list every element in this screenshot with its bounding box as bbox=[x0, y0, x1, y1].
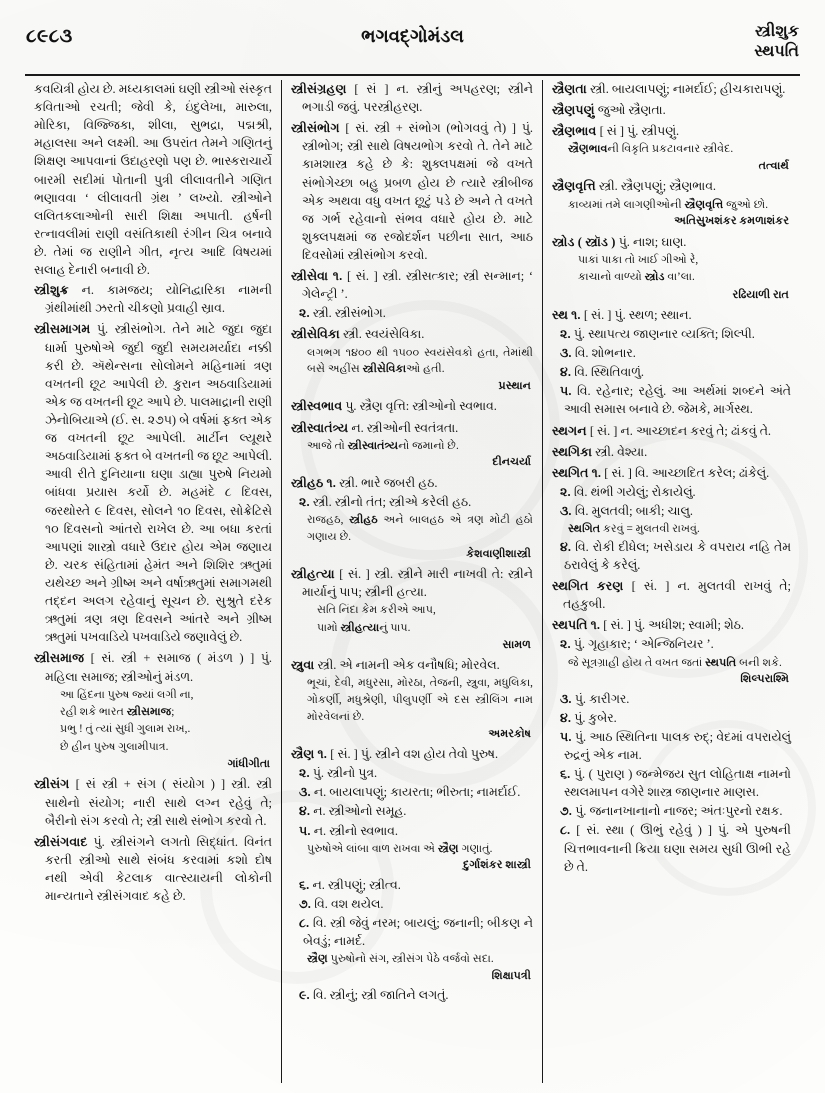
entry-sense: ૬. પું. ( પુરાણ ) જન્મેજય સુત લોહિતાક્ષ નામનો સ્થલમાપન વગેરે શાસ્ત્ર જાણનાર માણસ. bbox=[559, 767, 791, 800]
entry-sense: ૨. સ્ત્રી. સ્ત્રીસંભોગ. bbox=[299, 306, 386, 321]
dictionary-entry bbox=[291, 80, 533, 116]
entry-citation: લગભગ ૧૪૦૦ થી ૧૫૦૦ સ્વયંસેવકો હતા, તેમાંથી બસે અહીંસ સ્ત્રીસેવિકાઓ હતી. bbox=[307, 346, 533, 376]
guide-word-last: સ્થપતિ bbox=[754, 43, 799, 60]
citation-source: સામળ bbox=[502, 638, 531, 651]
entry-citation: સ્ત્રૈણભાવની વિકૃતિ પ્રકટાવનાર સ્ત્રીવેદ. bbox=[567, 143, 734, 156]
dictionary-entry bbox=[291, 474, 533, 562]
dictionary-entry bbox=[34, 775, 272, 829]
entry-headword: સ્ત્રીસંગવાદ bbox=[34, 834, 88, 849]
dictionary-entry bbox=[34, 649, 272, 772]
guide-words bbox=[754, 22, 799, 62]
dictionary-entry bbox=[552, 616, 791, 875]
citation-source: ગાંધીગીતા bbox=[227, 758, 270, 771]
entry-headword: સ્ત્રુવા bbox=[291, 658, 315, 673]
entry-definition: સ્ત્રુવા સ્ત્રી. એ નામની એક વનૌષધિ; મોરવેલ. bbox=[291, 658, 500, 673]
entry-definition: સ્ત્રોડ ( સ્ત્રૉડ ) પું. નાશ; ઘાણ. bbox=[551, 234, 687, 249]
entry-definition: સ્ત્રીહત્યા [ સં. ] સ્ત્રી. સ્ત્રીને મારી નાખવી તે: સ્ત્રીને માર્યાનું પાપ; સ્ત્રીની હત્યા. bbox=[291, 566, 533, 600]
entry-definition: સ્ત્રૈણતા સ્ત્રી. બાયલાપણું; નામર્દાઈ; હીચકારાપણું. bbox=[551, 82, 786, 96]
entry-citation: પુરુષોએ લાંબા વાળ રાખવા એ સ્ત્રૈણ ગણાતું. bbox=[307, 842, 493, 855]
verse-line: પ્રભુ ! તું ત્યાં સુધી ગુલામ રાખ,. bbox=[60, 723, 191, 736]
dictionary-entry bbox=[291, 325, 533, 394]
entry-headword: સ્થપતિ bbox=[551, 618, 588, 633]
entry-sense: ૬. ન. સ્ત્રીપણું; સ્ત્રીત્વ. bbox=[299, 877, 401, 892]
verse-line: રહી શકે ભારત સ્ત્રીસમાજ; bbox=[60, 705, 175, 718]
verse-line: પાકાં પાકા તો ખાઈ ગીઓ રે, bbox=[577, 253, 699, 266]
dictionary-entry bbox=[291, 119, 533, 264]
entry-headword: સ્ત્રીસંગ bbox=[34, 777, 70, 792]
entry-sense: ૨. પું. સ્ત્રીનો પુત્ર. bbox=[299, 766, 378, 781]
dictionary-entry bbox=[552, 122, 791, 174]
entry-sense: ૩. ન. બાયલાપણું; કાયરતા; ભીરુતા; નામર્દાઈ. bbox=[299, 785, 521, 800]
entry-headword: સ્ત્રૈણવૃત્તિ bbox=[551, 179, 596, 194]
entry-definition: સ્ત્રૈણપણું જુઓ સ્ત્રૈણતા. bbox=[551, 103, 666, 118]
dictionary-entry bbox=[552, 80, 791, 98]
entry-definition: સ્ત્રીશુક્ર ન. કામજય; યોનિદ્વારિકા નામની ગ્રંથીમાંથી ઝરતો ચીકણો પ્રવાહી સ્રાવ. bbox=[34, 283, 272, 316]
dictionary-entry bbox=[552, 464, 791, 574]
dictionary-entry bbox=[291, 565, 533, 653]
citation-source: અમરકોષ bbox=[488, 727, 531, 740]
entry-sense: ૩. વિ. શોભનાર. bbox=[559, 346, 636, 361]
entry-sense: ૪. પું. કુબેર. bbox=[559, 710, 617, 725]
dictionary-entry bbox=[291, 745, 533, 1004]
entry-citation: સ્ત્રૈણ પુરુષોનો સંગ, સ્ત્રીસંગ પેઠે વર્જવો સદા. bbox=[307, 953, 494, 966]
entry-citation: આજે તો સ્ત્રીસ્વાતંત્ર્યનો જમાનો છે. bbox=[307, 439, 459, 452]
dictionary-entry bbox=[552, 177, 791, 229]
citation-source: કેશવાણીશાસ્ત્રી bbox=[466, 547, 531, 560]
entry-sense: ૮. [ સં. સ્થા ( ઊભું રહેવું ) ] પું. એ પુરુષની ચિત્તભાવનાની ક્રિયા ઘણા સમય સુધી ઊભી રહે છે તે. bbox=[559, 823, 791, 874]
entry-headword: સ્થગિત bbox=[551, 465, 589, 480]
dictionary-entry bbox=[552, 306, 791, 419]
dictionary-entry bbox=[552, 422, 791, 440]
dictionary-entry bbox=[552, 233, 791, 303]
entry-verse bbox=[552, 252, 791, 287]
verse-line: કાચાનો વાળ્યો સ્ત્રોડ વા’લા. bbox=[577, 271, 695, 284]
entry-sense: ૮. વિ. સ્ત્રી જેવું નરમ; બાયલું; જનાની; બીકણ ને બેવડું; નામર્દ. bbox=[299, 916, 533, 949]
entry-definition: સ્ત્રીસંગ [ સં સ્ત્રી + સંગ ( સંયોગ ) ] સ્ત્રી. સ્ત્રી સાથેનો સંયોગ; નારી સાથે લગ્ન રહેવું તે; બૈરીનો સંગ કરવો તે; સ્ત્રી સાથે સંભોગ કરવો તે. bbox=[34, 777, 273, 828]
dictionary-entry bbox=[34, 833, 272, 905]
entry-headword: સ્ત્રીહઠ bbox=[291, 475, 324, 490]
entry-headword: સ્ત્રીહત્યા bbox=[291, 566, 335, 581]
dictionary-entry bbox=[291, 419, 533, 471]
entry-citation: કાવ્યમાં તમે લાગણીઓની સ્ત્રૈણવૃત્તિ જુઓ છો. bbox=[567, 198, 768, 211]
entry-sense: ૨. પું. ગૃહાકાર; ‘ એન્જિનિયર ’. bbox=[559, 637, 714, 652]
citation-source: રઢિયાળી રાત bbox=[732, 288, 789, 301]
entry-headword: સ્ત્રૈણતા bbox=[551, 82, 587, 96]
entry-citation: રાજહઠ, સ્ત્રીહઠ અને બાલહઠ એ ત્રણ મોટી હઠો ગણાય છે. bbox=[307, 514, 533, 543]
entry-sense: ૨. વિ. થંભી ગયેલું; રોકાયેલું. bbox=[559, 484, 696, 499]
entry-sense: ૨. પું. સ્થાપત્ય જાણનાર વ્યક્તિ; શિલ્પી. bbox=[559, 327, 755, 341]
entry-definition: સ્ત્રીસમાજ [ સં. સ્ત્રી + સમાજ ( મંડળ ) ] પું. મહિલા સમાજ; સ્ત્રીઓનું મંડળ. bbox=[34, 651, 272, 684]
entry-headword: સ્થ bbox=[551, 307, 569, 322]
entry-sense: ૪. ન. સ્ત્રીઓનો સમૂહ. bbox=[299, 804, 407, 819]
entry-headword: સ્ત્રીસંગ્રહણ bbox=[291, 82, 347, 96]
entry-definition: સ્થગન [ સં. ] ન. આચ્છાદન કરવું તે; ઢાંકવું તે. bbox=[551, 423, 772, 438]
entry-definition: સ્ત્રીસ્વભાવ પુ. સ્ત્રૈણ વૃત્તિ: સ્ત્રીઓનો સ્વભાવ. bbox=[291, 399, 497, 414]
entry-sense: ૨. સ્ત્રી. સ્ત્રીનો તંત; સ્ત્રીએ કરેલી હઠ. bbox=[299, 494, 472, 509]
entry-headword: સ્ત્રીસંભોગ bbox=[291, 121, 340, 136]
entry-headword: સ્ત્રોડ ( સ્ત્રૉડ ) bbox=[551, 234, 616, 249]
dictionary-entry bbox=[552, 577, 791, 613]
entry-headword: સ્ત્રૈણપણું bbox=[551, 103, 595, 118]
entry-sense: ૭. પું. જનાનખાનાનો નાજર; અંતઃપુરનો રક્ષક. bbox=[559, 804, 783, 819]
dictionary-entry bbox=[291, 656, 533, 742]
entry-definition: સ્ત્રીસેવા ૧. [ સં. ] સ્ત્રી. સ્ત્રીસત્કાર; સ્ત્રી સન્માન; ‘ ગેલેન્ટ્રી ’. bbox=[291, 269, 533, 302]
entry-sense: ૩. પું. કારીગર. bbox=[559, 691, 630, 706]
entry-citation: જે સૂત્રગ્રાહી હોય તે વખત જતાં સ્થપતિ બની શકે. bbox=[567, 656, 782, 669]
book-title: ભગવદ્ગોમંડલ bbox=[361, 26, 464, 46]
entry-headword: સ્ત્રીસ્વભાવ bbox=[291, 399, 343, 414]
entry-definition: સ્ત્રીહઠ ૧. સ્ત્રી. ભારે જબરી હઠ. bbox=[291, 475, 438, 490]
entry-definition: સ્ત્રીસેવિકા સ્ત્રી. સ્વયંસેવિકા. bbox=[291, 327, 425, 342]
entry-definition: સ્ત્રૈણવૃત્તિ સ્ત્રી. સ્ત્રૈણપણું; સ્ત્રૈણભાવ. bbox=[551, 179, 717, 194]
dictionary-entry bbox=[291, 397, 533, 415]
entry-definition: સ્થગિત કરણ [ સં. ] ન. મુલતવી રાખવું તે; તહકુબી. bbox=[551, 579, 791, 612]
entry-headword: સ્ત્રીસમાજ bbox=[34, 651, 85, 666]
entry-definition: સ્ત્રીસ્વાતંત્ર્ય ન. સ્ત્રીઓની સ્વતંત્રતા. bbox=[291, 420, 459, 435]
entry-definition: સ્થગિત ૧. [ સં. ] વિ. આચ્છાદિત કરેલ; ઢાંકેલું. bbox=[551, 465, 770, 480]
entry-sense: ૭. વિ. વશ થયેલ. bbox=[299, 896, 384, 911]
verse-line: સતિ નિંદા કેમ કરીએ આપ, bbox=[317, 604, 436, 617]
guide-word-first: સ્ત્રીશુક bbox=[755, 23, 799, 40]
entry-definition: સ્થ ૧. [ સં. ] પું. સ્થળ; સ્થાન. bbox=[551, 307, 692, 322]
entry-definition: સ્ત્રીસંગ્રહણ [ સં ] ન. સ્ત્રીનું અપહરણ; સ્ત્રીને ભગાડી જવું. પરસ્ત્રીહરણ. bbox=[291, 82, 533, 115]
page-number: ૮૯૮૩ bbox=[26, 26, 73, 47]
entry-verse bbox=[291, 602, 533, 637]
dictionary-column-1 bbox=[25, 80, 282, 1083]
entry-headword: સ્થગિકા bbox=[551, 444, 593, 459]
entry-sense: ૫. પું. આઠ સ્થિતિના પાલક રુદ્; વેદમાં વપરાયેલું રુદ્રનું એક નામ. bbox=[559, 729, 791, 763]
carryover-paragraph: કવયિત્રી હોય છે. મધ્યકાલમાં ઘણી સ્ત્રીઓ સંસ્કૃત કવિતાઓ રચતી; જેવી કે, ઇંદુલેખા, મારુલા, મોરિકા, વિજ્જિકા, શીલા, સુભદ્રા, પદ્મશ્રી, મહાલસા અને લક્ષ્મી. આ ઉપરાંત તેમને ગણિતનું શિક્ષણ આપવાનાં ઉદાહરણો પણ છે. ભાસ્કરાચાર્યે બારમી સદીમાં પોતાની પુત્રી લીલાવતીને ગણિત ભણાવવા ‘ લીલાવતી ગ્રંથ ’ લખ્યો. સ્ત્રીઓને લલિતકલાઓની સારી શિક્ષા અપાતી. હર્ષની રત્નાવલીમાં રાણી વસંતિકાથી રંગીન ચિત્ર બનાવે છે. તેમાં જ રાણીને ગીત, નૃત્ય આદિ વિષયમાં સલાહ દેનારી બનાવી છે. bbox=[34, 82, 272, 278]
entry-headword: સ્ત્રીસમાગમ bbox=[34, 322, 91, 337]
verse-line: પામો સ્ત્રીહત્યાનું પાપ. bbox=[317, 621, 411, 634]
citation-source: પ્રસ્થાન bbox=[498, 380, 531, 393]
entry-headword: સ્થગિત કરણ bbox=[551, 579, 624, 594]
entry-definition: સ્ત્રૈણભાવ [ સં ] પું. સ્ત્રીપણું. bbox=[551, 124, 680, 139]
citation-source: અતિસુખશંકર કમળાશંકર bbox=[674, 215, 789, 228]
dictionary-entry bbox=[34, 281, 272, 317]
entry-headword: સ્થગન bbox=[551, 423, 587, 438]
citation-source: દીનચર્યા bbox=[492, 456, 531, 469]
entry-sense: ૩. વિ. મુલતવી; બાકી; ચાલુ. bbox=[559, 503, 693, 518]
verse-line: છે હીન પુરુષ ગુલામીપાત્ર. bbox=[60, 740, 169, 753]
header-rule bbox=[25, 74, 800, 76]
entry-headword: સ્ત્રીસેવિકા bbox=[291, 327, 340, 342]
entry-definition: સ્થગિકા સ્ત્રી. વેશ્યા. bbox=[551, 444, 648, 459]
column-container bbox=[25, 80, 800, 1083]
entry-sense: ૯. વિ. સ્ત્રીનું; સ્ત્રી જાતિને લગતું. bbox=[299, 988, 449, 1003]
dictionary-entry bbox=[34, 320, 272, 646]
citation-source: શિલ્પરાશ્મિ bbox=[740, 673, 789, 686]
entry-headword: સ્ત્રીશુક્ર bbox=[34, 283, 69, 298]
dictionary-entry bbox=[291, 267, 533, 322]
entry-verse bbox=[34, 687, 272, 756]
dictionary-column-2 bbox=[282, 80, 543, 1083]
entry-sense: ૪. વિ. સ્થિતિવાળું. bbox=[559, 365, 644, 380]
entry-headword: સ્ત્રીસ્વાતંત્ર્ય bbox=[291, 420, 349, 435]
citation-source: દુર્ગાશંકર શાસ્ત્રી bbox=[463, 859, 531, 872]
entry-definition: સ્ત્રીસંગવાદ પું. સ્ત્રીસંગને લગતો સિદ્ધાંત. વિનંત કરતી સ્ત્રીઓ સાથે સંબંધ કરવામાં કશો દોષ નથી એવી કેટલાક વાત્સ્યાયની લોકોની માન્યતાને સ્ત્રીસંગવાદ કહે છે. bbox=[34, 834, 272, 904]
dictionary-column-3 bbox=[543, 80, 800, 1083]
entry-definition: સ્થપતિ ૧. [ સં. ] પું. અધીશ; સ્વામી; શેઠ. bbox=[551, 618, 744, 633]
entry-sense: ૫. વિ. રહેનાર; રહેલું. આ અર્થમાં શબ્દને અંતે આવી સમાસ બનાવે છે. જેમકે, માર્ગસ્થ. bbox=[559, 384, 791, 417]
citation-source: શિક્ષાપત્રી bbox=[491, 970, 531, 983]
entry-definition: સ્ત્રીસમાગમ પું. સ્ત્રીસંભોગ. તેને માટે જુદા જુદા ધાર્મા પુરુષોએ જુદી જુદી સમયમર્યાદા નક્કી કરી છે. ઍથેન્સના સોલોમને મહિનામાં ત્રણ વખતની છૂટ આપેલી છે. કુરાન અઠવાડિયામાં એક જ વખતની છૂટ આપે છે. પાલમાદ્રાની રાણી ઝેનોબિયાએ (ઈ. સ. ૨૭૫) બે વર્ષમાં ફક્ત એક જ વખતની છૂટ આપેલી. માર્ટીન લ્યૂથરે અઠવાડિયામાં ફક્ત બે વખતની જ છૂટ આપેલી. આવી રીતે દુનિયાના ઘણા ડાહ્યા પુરુષે નિયમો બાંધવા પ્રયાસ કર્યો છે. મહમંદે ૮ દિવસ, જરથોસ્તે ૯ દિવસ, સોલને ૧૦ દિવસ, સોક્રેટિસે ૧૦ દિવસનો આંતરો રાખેલ છે. આ બધા કરતાં આપણાં શાસ્ત્રો વધારે ઉદાર હોય એમ જણાય છે. ચરક સંહિતામાં હેમંત અને શિશિર ઋતુમાં યથેચ્છ અને ગ્રીષ્મ અને વર્ષાઋતુમાં સમાગમથી તદ્દન અલગ રહેવાનું સૂચન છે. સુશ્રુતે દરેક ઋતુમાં ત્રણ ત્રણ દિવસને આંતરે અને ગ્રીષ્મ ઋતુમાં પખવાડિયે પખવાડિયે જણાવેલું છે. bbox=[34, 322, 272, 645]
running-head bbox=[0, 22, 825, 74]
entry-headword: સ્ત્રૈણ bbox=[291, 747, 315, 762]
entry-definition: સ્ત્રૈણ ૧. [ સં. ] પું. સ્ત્રીને વશ હોય તેવો પુરુષ. bbox=[291, 747, 499, 762]
entry-citation: સ્થગિત કરવું = મુલતવી રાખવું. bbox=[567, 523, 700, 536]
citation-source: તત્વાર્થ bbox=[758, 160, 789, 173]
entry-headword: સ્ત્રૈણભાવ bbox=[551, 124, 597, 139]
entry-definition: સ્ત્રીસંભોગ [ સં. સ્ત્રી + સંભોગ (ભોગવવું તે) ] પું. સ્ત્રીભોગ; સ્ત્રી સાથે વિષયભોગ કરવો તે. તેને માટે કામશાસ્ત્ર કહે છે કે: શુક્લપક્ષમાં જે વખતે સંભોગેચ્છા બહુ પ્રબળ હોય છે ત્યારે સ્ત્રીબીજ એક અથવા વધુ વખત છૂટું પડે છે અને તે વખતે જ ગર્ભ રહેવાનો સંભવ વધારે હોય છે. માટે શુક્લપક્ષમાં જ રજોદર્શન પછીના સાત, આઠ દિવસોમાં સ્ત્રીસંભોગ કરવો. bbox=[291, 121, 533, 262]
verse-line: આ હિંદના પુરુષ જ્યાં લગી ના, bbox=[60, 688, 194, 701]
entry-headword: સ્ત્રીસેવા bbox=[291, 269, 329, 284]
dictionary-entry bbox=[552, 101, 791, 119]
dictionary-entry bbox=[552, 443, 791, 461]
entry-citation: ભૂચાં, દેવી, મધુરસા, મોરઠા, તેજની, સ્ત્રુવા, મધુલિકા, ગોકર્ણી, મધુશ્રેણી, પીલુપર્ણી એ દસ સ્ત્રીલિંગ નામ મોરવેલનાં છે. bbox=[307, 677, 533, 723]
entry-sense: ૫. ન. સ્ત્રીનો સ્વભાવ. bbox=[299, 823, 398, 838]
entry-sense: ૪. વિ. રોકી દીધેલ; ખસેડાય કે વપરાય નહિ તેમ ઠરાવેલું કે કરેલું. bbox=[559, 539, 791, 572]
